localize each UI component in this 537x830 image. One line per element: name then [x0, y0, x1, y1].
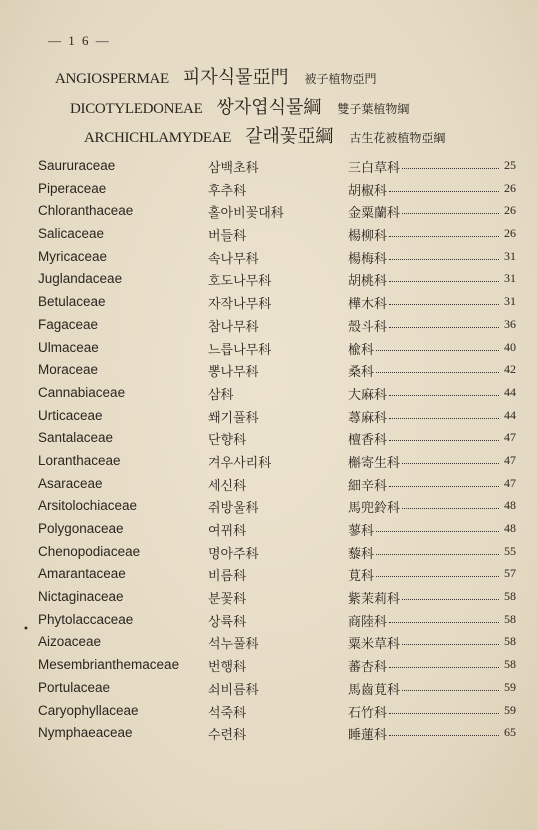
leader-dots	[389, 395, 499, 396]
family-page-number: 48	[504, 521, 516, 535]
family-latin-name: Nymphaeaceae	[38, 725, 133, 741]
leader-dots	[389, 667, 499, 668]
family-page-number: 58	[504, 611, 516, 626]
family-chinese-name: 蕁麻科	[348, 410, 388, 426]
family-chinese-name: 胡椒科	[348, 183, 388, 199]
family-chinese-name: 楊柳科	[348, 229, 388, 245]
family-chinese-name: 胡桃科	[348, 274, 388, 290]
family-korean-name: 세신科	[208, 478, 247, 494]
family-korean-name: 느릅나무科	[208, 342, 272, 358]
header-subdivision	[55, 63, 377, 89]
family-chinese-name: 檀香科	[348, 433, 388, 449]
family-latin-name: Ulmaceae	[38, 339, 99, 355]
family-korean-name: 속나무科	[208, 251, 259, 267]
family-page-number: 59	[504, 679, 516, 694]
family-korean-name: 쥐방울科	[208, 501, 259, 517]
family-korean-name: 후추科	[208, 183, 247, 199]
family-korean-name: 비름科	[208, 569, 247, 585]
family-latin-name: Santalaceae	[38, 430, 114, 446]
family-row	[0, 428, 537, 451]
family-row	[0, 542, 537, 565]
family-latin-name: Myricaceae	[38, 248, 108, 264]
family-page-number: 57	[504, 566, 516, 581]
family-korean-name: 참나무科	[208, 319, 259, 335]
family-latin-name: Betulaceae	[38, 294, 106, 310]
leader-dots	[389, 735, 499, 736]
family-chinese-name: 蕃杏科	[348, 660, 388, 676]
family-latin-name: Mesembrianthemaceae	[38, 657, 180, 673]
family-chinese-name: 馬齒莧科	[348, 682, 401, 698]
header-latin: ARCHICHLAMYDEAE	[84, 130, 232, 146]
family-chinese-name: 楊梅科	[348, 251, 388, 267]
family-latin-name: Fagaceae	[38, 316, 99, 332]
leader-dots	[376, 531, 499, 532]
family-latin-name: Arsitolochiaceae	[38, 498, 138, 514]
family-row	[0, 247, 537, 270]
family-latin-name: Amarantaceae	[38, 566, 126, 582]
family-page-number: 58	[504, 657, 516, 672]
family-page-number: 42	[504, 362, 516, 377]
family-chinese-name: 桑科	[348, 365, 375, 381]
leader-dots	[376, 576, 499, 577]
family-latin-name: Aizoaceae	[38, 634, 102, 650]
family-page-number: 40	[504, 339, 516, 354]
family-chinese-name: 大麻科	[348, 387, 388, 403]
family-korean-name: 삼科	[208, 387, 234, 403]
family-korean-name: 겨우사리科	[208, 455, 272, 471]
header-chinese: 雙子葉植物綱	[337, 102, 410, 116]
leader-dots	[389, 281, 499, 282]
family-korean-name: 번행科	[208, 660, 247, 676]
family-row	[0, 701, 537, 724]
family-page-number: 65	[504, 725, 516, 740]
family-row	[0, 292, 537, 315]
family-chinese-name: 紫茉莉科	[348, 592, 401, 608]
family-korean-name: 뽕나무科	[208, 365, 259, 381]
family-page-number: 25	[504, 158, 516, 172]
header-korean: 갈래꽃亞綱	[245, 126, 334, 147]
family-korean-name: 석죽科	[208, 705, 247, 721]
family-page-number: 26	[504, 180, 516, 195]
leader-dots	[402, 599, 499, 600]
family-latin-name: Chloranthaceae	[38, 203, 134, 219]
header-latin: DICOTYLEDONEAE	[70, 101, 203, 117]
leader-dots	[389, 486, 499, 487]
family-index-list	[0, 156, 537, 746]
leader-dots	[389, 418, 499, 419]
family-chinese-name: 細辛科	[348, 478, 388, 494]
leader-dots	[376, 350, 499, 351]
family-latin-name: Polygonaceae	[38, 521, 124, 536]
family-row	[0, 723, 537, 746]
family-page-number: 26	[504, 203, 516, 218]
family-korean-name: 호도나무科	[208, 274, 272, 290]
family-row	[0, 383, 537, 406]
header-subclass	[84, 122, 445, 148]
family-page-number: 44	[504, 407, 516, 422]
family-latin-name: Cannabiaceae	[38, 384, 126, 400]
leader-dots	[376, 372, 499, 373]
family-chinese-name: 槲寄生科	[348, 455, 401, 471]
family-page-number: 31	[504, 271, 516, 286]
family-korean-name: 홀아비꽃대科	[208, 206, 284, 222]
family-korean-name: 상륙科	[208, 614, 247, 630]
header-class	[70, 93, 409, 119]
leader-dots	[389, 713, 499, 714]
family-row	[0, 338, 537, 361]
leader-dots	[389, 236, 499, 237]
header-chinese: 被子植物亞門	[304, 72, 377, 86]
family-latin-name: Nictaginaceae	[38, 589, 124, 605]
family-chinese-name: 睡蓮科	[348, 728, 388, 744]
family-chinese-name: 商陸科	[348, 614, 388, 630]
margin-bullet: •	[23, 624, 29, 635]
leader-dots	[376, 554, 499, 555]
family-chinese-name: 三白草科	[348, 161, 401, 176]
family-latin-name: Loranthaceae	[38, 452, 121, 468]
family-page-number: 47	[504, 475, 516, 490]
header-latin: ANGIOSPERMAE	[55, 71, 169, 87]
family-row	[0, 496, 537, 519]
leader-dots	[389, 304, 499, 305]
header-chinese: 古生花被植物亞綱	[349, 131, 446, 145]
family-chinese-name: 樺木科	[348, 297, 388, 313]
family-korean-name: 쇠비름科	[208, 682, 259, 698]
leader-dots	[389, 191, 499, 192]
family-page-number: 31	[504, 294, 516, 309]
family-page-number: 36	[504, 316, 516, 331]
family-page-number: 26	[504, 226, 516, 241]
family-korean-name: 석누풀科	[208, 637, 259, 653]
family-latin-name: Caryophyllaceae	[38, 702, 139, 718]
leader-dots	[402, 213, 499, 214]
leader-dots	[402, 168, 499, 169]
family-latin-name: Saururaceae	[38, 158, 116, 173]
family-korean-name: 여뀌科	[208, 524, 247, 539]
family-latin-name: Salicaceae	[38, 226, 105, 242]
leader-dots	[389, 622, 499, 623]
family-page-number: 58	[504, 634, 516, 649]
leader-dots	[402, 508, 499, 509]
family-korean-name: 분꽃科	[208, 592, 247, 608]
family-korean-name: 단향科	[208, 433, 247, 449]
family-chinese-name: 蓼科	[348, 524, 375, 539]
family-page-number: 55	[504, 543, 516, 558]
family-latin-name: Urticaceae	[38, 407, 103, 423]
family-row	[0, 519, 537, 542]
family-row	[0, 156, 537, 179]
family-page-number: 58	[504, 589, 516, 604]
header-korean: 쌍자엽식물綱	[216, 97, 322, 118]
leader-dots	[402, 690, 499, 691]
leader-dots	[389, 259, 499, 260]
family-row	[0, 610, 537, 633]
family-latin-name: Juglandaceae	[38, 271, 123, 287]
family-row	[0, 474, 537, 497]
family-chinese-name: 莧科	[348, 569, 375, 585]
family-korean-name: 버들科	[208, 229, 247, 245]
family-row	[0, 406, 537, 429]
leader-dots	[402, 463, 499, 464]
family-latin-name: Asaraceae	[38, 475, 103, 491]
leader-dots	[389, 440, 499, 441]
family-latin-name: Piperaceae	[38, 180, 107, 196]
family-row	[0, 269, 537, 292]
header-korean: 피자식물亞門	[182, 67, 289, 88]
family-chinese-name: 石竹科	[348, 705, 388, 721]
family-korean-name: 수련科	[208, 728, 247, 744]
family-chinese-name: 殼斗科	[348, 319, 388, 335]
family-chinese-name: 藜科	[348, 546, 375, 562]
family-row	[0, 201, 537, 224]
family-korean-name: 쐐기풀科	[208, 410, 259, 426]
family-row	[0, 224, 537, 247]
family-page-number: 48	[504, 498, 516, 513]
family-row	[0, 587, 537, 610]
family-row	[0, 451, 537, 474]
family-korean-name: 명아주科	[208, 546, 259, 562]
family-chinese-name: 楡科	[348, 342, 375, 358]
family-latin-name: Portulaceae	[38, 679, 111, 695]
family-page-number: 59	[504, 702, 516, 717]
family-chinese-name: 馬兜鈴科	[348, 501, 401, 517]
family-korean-name: 자작나무科	[208, 297, 272, 313]
family-row	[0, 360, 537, 383]
family-row	[0, 179, 537, 202]
family-row	[0, 655, 537, 678]
page-number: — 1 6 —	[48, 33, 111, 48]
family-chinese-name: 粟米草科	[348, 637, 401, 653]
family-row	[0, 632, 537, 655]
family-row	[0, 564, 537, 587]
family-row	[0, 678, 537, 701]
family-page-number: 44	[504, 384, 516, 399]
leader-dots	[402, 644, 499, 645]
family-latin-name: Moraceae	[38, 362, 99, 378]
family-page-number: 31	[504, 248, 516, 263]
family-korean-name: 삼백초科	[208, 161, 259, 176]
family-chinese-name: 金粟蘭科	[348, 206, 401, 222]
leader-dots	[389, 327, 499, 328]
family-page-number: 47	[504, 452, 516, 467]
family-page-number: 47	[504, 430, 516, 445]
family-row	[0, 315, 537, 338]
family-latin-name: Phytolaccaceae	[38, 611, 134, 627]
family-latin-name: Chenopodiaceae	[38, 543, 141, 559]
